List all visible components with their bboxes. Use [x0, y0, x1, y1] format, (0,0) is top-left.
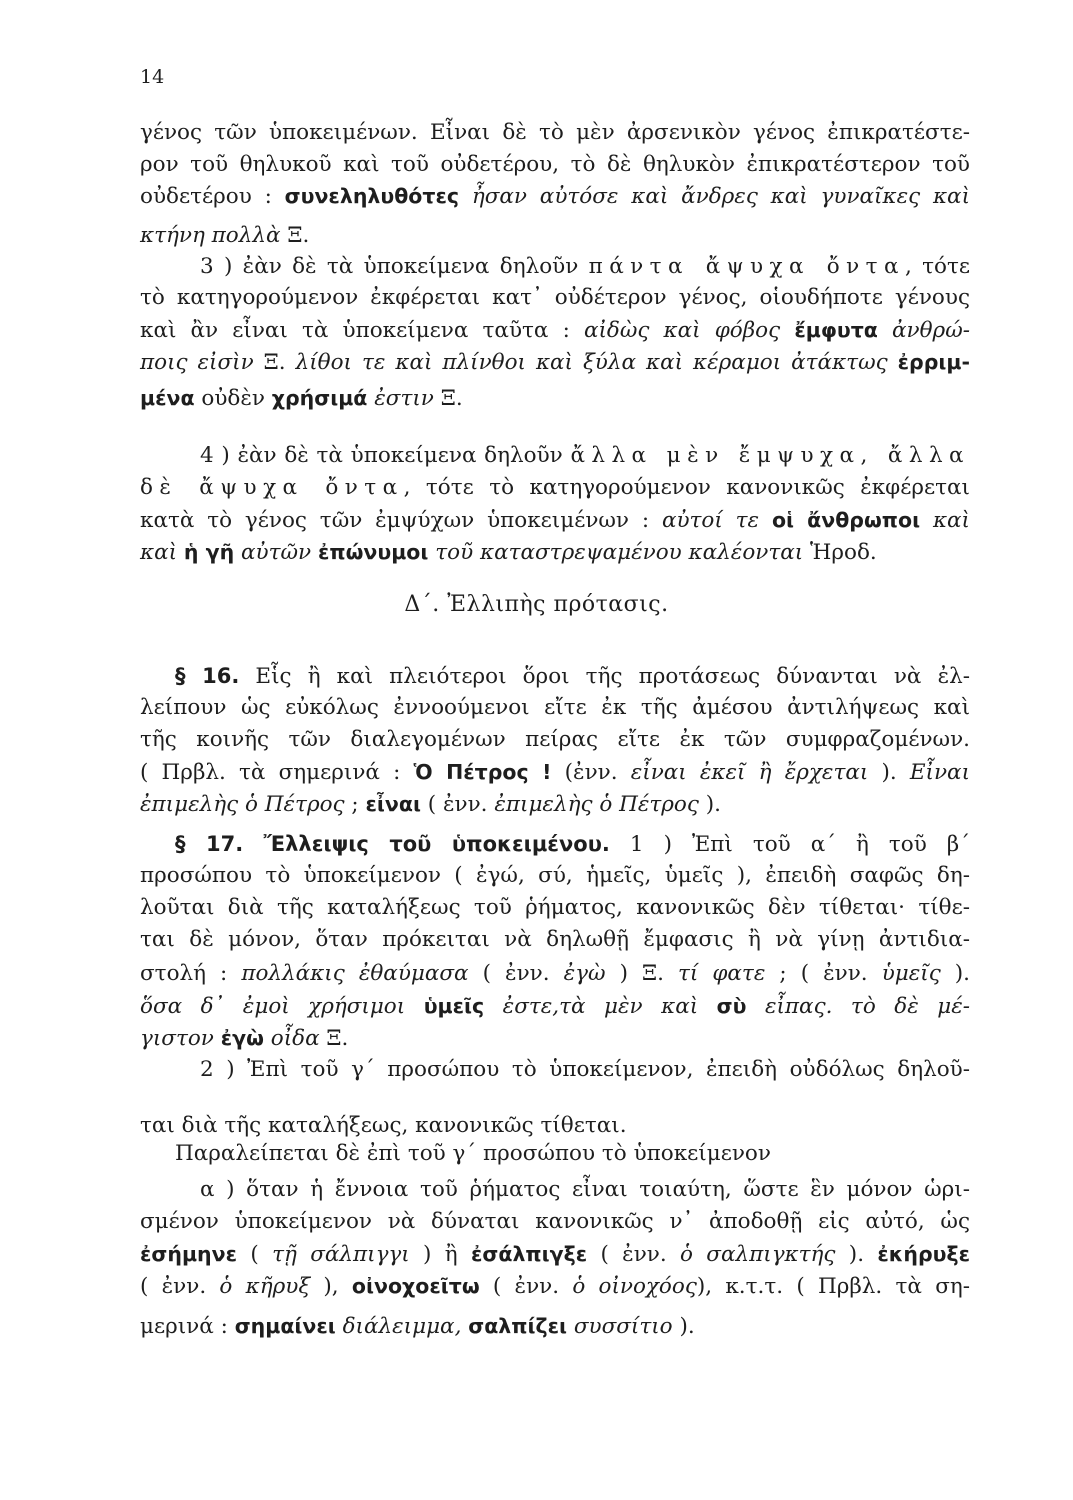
text-span: δὲ ἄψυχα ὄντα: [140, 475, 404, 500]
text-line: [140, 315, 970, 346]
text-span: καὶ: [920, 508, 970, 533]
text-span: § 17. Ἔλλειψις τοῦ ὑποκειμένου.: [175, 832, 610, 856]
text-span: 1 ) Ἐπὶ τοῦ α΄ ἢ τοῦ β΄: [609, 832, 970, 857]
text-span: ἐπιμελὴς ὁ Πέτρος: [494, 792, 699, 817]
text-span: κατὰ τὸ γένος τῶν ἐμψύχων ὑποκειμένων :: [140, 508, 662, 533]
text-line: [140, 789, 970, 820]
text-span: οὐδὲν: [194, 386, 272, 411]
text-span: εἶναι: [365, 792, 421, 816]
text-span: ἐσήμηνε: [140, 1242, 238, 1266]
text-span: § 16.: [175, 664, 240, 688]
text-line: [140, 861, 970, 891]
text-line: [140, 150, 970, 180]
text-span: (: [237, 1242, 273, 1267]
text-span: ὁ οἰνοχόος: [572, 1274, 697, 1299]
text-span: Ξ.: [253, 350, 296, 375]
text-span: Ξ.: [280, 223, 310, 248]
text-span: 4 ) ἐὰν δὲ τὰ ὑποκείμενα δηλοῦν: [200, 443, 571, 468]
text-span: ).: [698, 792, 721, 817]
text-span: [759, 508, 772, 533]
text-span: ἀνθρώ-: [877, 318, 970, 343]
text-line: [140, 757, 970, 788]
text-span: τί φατε: [678, 961, 766, 986]
text-line: [175, 1139, 970, 1169]
text-span: ἄλλα μὲν ἔμψυχα, ἄλλα: [570, 443, 970, 468]
text-line: [140, 1111, 970, 1141]
text-span: [405, 994, 424, 1019]
text-span: 3 ) ἐὰν δὲ τὰ ὑποκείμενα δηλοῦν: [200, 254, 589, 279]
text-span: ) ἢ: [409, 1242, 471, 1267]
text-span: εἶναι ἐκεῖ ἢ ἔρχεται: [630, 760, 869, 785]
text-line: [200, 1055, 970, 1085]
text-span: κτήνη πολλὰ: [140, 223, 281, 248]
text-span: ;: [344, 792, 366, 817]
text-span: [311, 540, 318, 565]
text-span: ποις εἰσὶν: [140, 350, 254, 375]
text-span: ( ἐνν.: [140, 1274, 220, 1299]
text-span: , τότε τὸ κατηγορούμενον κανονικῶς ἐκφέρεται: [403, 475, 970, 500]
text-line: [140, 118, 970, 148]
text-span: ).: [868, 760, 910, 785]
text-span: ἐστε,τὰ μὲν καὶ: [484, 994, 699, 1019]
text-line: [200, 441, 970, 471]
text-span: [177, 540, 184, 565]
text-line: [140, 283, 970, 313]
text-line: [140, 725, 970, 755]
text-span: ὁ κῆρυξ: [219, 1274, 311, 1299]
text-span: αὐτοί τε: [661, 508, 760, 533]
text-span: Ὁ Πέτρος !: [413, 760, 552, 784]
text-span: ται δὲ μόνον, ὅταν πρόκειται νὰ δηλωθῇ ἔμφασις ἢ νὰ γίνῃ ἀντιδια-: [140, 927, 970, 952]
text-span: ἐπώνυμοι: [317, 540, 429, 564]
text-span: ( ἐνν.: [420, 792, 495, 817]
text-span: [698, 994, 717, 1019]
text-span: ὑμεῖς: [881, 961, 941, 986]
text-line: [140, 1271, 970, 1302]
text-span: ἐρριμ-: [897, 350, 970, 374]
text-span: τῆς κοινῆς τῶν διαλεγομένων πείρας εἴτε ἐκ τῶν συμφραζομένων.: [140, 727, 970, 752]
text-line: [175, 661, 970, 692]
text-span: στολή :: [140, 961, 242, 986]
text-span: χρήσιμά: [271, 386, 368, 410]
text-span: προσώπου τὸ ὑποκείμενον ( ἐγώ, σύ, ἡμεῖς, ὑμεῖς ), ἐπειδὴ σαφῶς δη-: [140, 863, 970, 888]
text-span: τῇ σάλπιγγι: [272, 1242, 410, 1267]
text-span: ἐγὼ: [220, 1026, 264, 1050]
text-span: αὐτῶν: [234, 540, 312, 565]
text-span: ).: [940, 961, 971, 986]
text-span: καὶ ἂν εἶναι τὰ ὑποκείμενα ταῦτα :: [140, 318, 584, 343]
text-span: ).: [835, 1242, 878, 1267]
text-span: ( ἐνν.: [587, 1242, 681, 1267]
text-span: σημαίνει: [234, 1314, 336, 1338]
text-span: πολλάκις ἐθαύμασα: [241, 961, 469, 986]
text-line: [140, 537, 970, 568]
text-span: αἰδὼς καὶ φόβος: [583, 318, 781, 343]
text-line: [140, 693, 970, 723]
text-line: [140, 893, 970, 923]
text-span: ἐστιν: [367, 386, 434, 411]
text-line: [140, 959, 970, 989]
text-line: [200, 252, 970, 282]
text-span: γένος τῶν ὑποκειμένων. Εἶναι δὲ τὸ μὲν ἀρσενικὸν γένος ἐπικρατέστε-: [140, 120, 970, 145]
text-span: τοῦ καταστρεψαμένου καλέονται: [428, 540, 804, 565]
text-span: οὐδετέρου :: [140, 184, 285, 209]
text-span: ἐπιμελὴς ὁ Πέτρος: [140, 792, 345, 817]
text-span: Εἷς ἢ καὶ πλειότεροι ὅροι τῆς προτάσεως δύνανται νὰ ἐλ-: [239, 664, 970, 689]
text-span: [214, 1026, 221, 1051]
text-span: λείπουν ὡς εὐκόλως ἐννοούμενοι εἴτε ἐκ τῆς ἀμέσου ἀντιλήψεως καὶ: [140, 695, 970, 720]
page-number: 14: [140, 66, 165, 88]
text-span: ),: [310, 1274, 352, 1299]
text-span: ὅσα δ᾿ ἐμοὶ χρήσιμοι: [140, 994, 406, 1019]
text-span: ἐγὼ: [563, 961, 606, 986]
text-line: [140, 347, 970, 378]
text-span: α ) ὅταν ἡ ἔννοια τοῦ ῥήματος εἶναι τοιαύτη, ὥστε ἓν μόνον ὡρι-: [200, 1177, 970, 1202]
text-line: [140, 1311, 970, 1342]
text-line: [140, 1023, 970, 1054]
text-span: συνεληλυθότες: [284, 184, 460, 208]
text-span: ), κ.τ.τ. ( Πρβλ. τὰ ση-: [696, 1274, 971, 1299]
text-line: [140, 1207, 970, 1237]
text-span: ( Πρβλ. τὰ σημερινά :: [140, 760, 414, 785]
text-span: σμένον ὑποκείμενον νὰ δύναται κανονικῶς ν᾿ ἀποδοθῇ εἰς αὐτό, ὡς: [140, 1209, 970, 1234]
text-line: [200, 1175, 970, 1205]
text-span: σὺ: [716, 994, 747, 1018]
text-span: τὸ κατηγορούμενον ἐκφέρεται κατ᾿ οὐδέτερον γένος, οἱουδήποτε γένους: [140, 285, 970, 310]
text-span: λοῦται διὰ τῆς καταλήξεως τοῦ ῥήματος, κανονικῶς δὲν τίθεται· τίθε-: [140, 895, 970, 920]
text-line: [140, 221, 970, 251]
text-line: [140, 473, 970, 503]
text-span: Ξ.: [319, 1026, 349, 1051]
text-span: ὑμεῖς: [423, 994, 485, 1018]
text-line: [140, 1239, 970, 1270]
text-span: γιστον: [140, 1026, 214, 1051]
text-span: ἦσαν αὐτόσε καὶ ἄνδρες καὶ γυναῖκες καὶ: [459, 184, 971, 209]
text-span: ἔμφυτα: [794, 318, 878, 342]
text-line: [175, 829, 970, 860]
text-span: οἱ ἄνθρωποι: [771, 508, 921, 532]
text-line: [140, 505, 970, 536]
text-span: ( ἐνν.: [468, 961, 564, 986]
text-span: ὁ σαλπιγκτής: [680, 1242, 836, 1267]
text-span: οἰνοχοεῖτω: [351, 1274, 480, 1298]
text-span: ται διὰ τῆς καταλήξεως, κανονικῶς τίθεται.: [140, 1113, 627, 1138]
text-span: ἐκήρυξε: [877, 1242, 970, 1266]
text-span: 2 ) Ἐπὶ τοῦ γ΄ προσώπου τὸ ὑποκείμενον, ἐπειδὴ οὐδόλως δηλοῦ-: [200, 1057, 970, 1082]
text-span: [888, 350, 898, 375]
text-line: [140, 181, 970, 212]
text-span: ( ἐνν.: [479, 1274, 573, 1299]
text-span: σαλπίζει: [468, 1314, 567, 1338]
text-line: [140, 991, 970, 1022]
text-span: μερινά :: [140, 1314, 235, 1339]
text-span: Ξ.: [433, 386, 463, 411]
text-span: [780, 318, 794, 343]
text-line: [140, 925, 970, 955]
text-span: ἐσάλπιγξε: [471, 1242, 588, 1266]
text-span: πάντα ἄψυχα ὄντα: [588, 254, 905, 279]
text-span: ).: [672, 1314, 695, 1339]
text-span: , τότε: [904, 254, 970, 279]
text-line: [140, 383, 970, 414]
text-span: διάλειμμα,: [335, 1314, 462, 1339]
text-span: εἶπας. τὸ δὲ μέ-: [746, 994, 970, 1019]
text-span: μένα: [140, 386, 195, 410]
text-span: Παραλείπεται δὲ ἐπὶ τοῦ γ΄ προσώπου τὸ ὑποκείμενον: [175, 1141, 771, 1166]
text-span: συσσίτιο: [567, 1314, 673, 1339]
text-span: λίθοι τε καὶ πλίνθοι καὶ ξύλα καὶ κέραμοι ἀτάκτως: [295, 350, 888, 375]
text-span: καὶ: [140, 540, 178, 565]
text-span: ; ( ἐνν.: [765, 961, 882, 986]
text-span: ἡ γῆ: [183, 540, 235, 564]
text-span: ρον τοῦ θηλυκοῦ καὶ τοῦ οὐδετέρου, τὸ δὲ θηλυκὸν ἐπικρατέστερον τοῦ: [140, 152, 970, 177]
text-span: οἶδα: [263, 1026, 320, 1051]
text-span: (ἐνν.: [551, 760, 631, 785]
text-span: Ἡροδ.: [803, 540, 877, 565]
section-heading: Δ΄. Ἐλλιπὴς πρότασις.: [404, 592, 669, 617]
text-span: Εἶναι: [909, 760, 971, 785]
text-span: ) Ξ.: [605, 961, 678, 986]
